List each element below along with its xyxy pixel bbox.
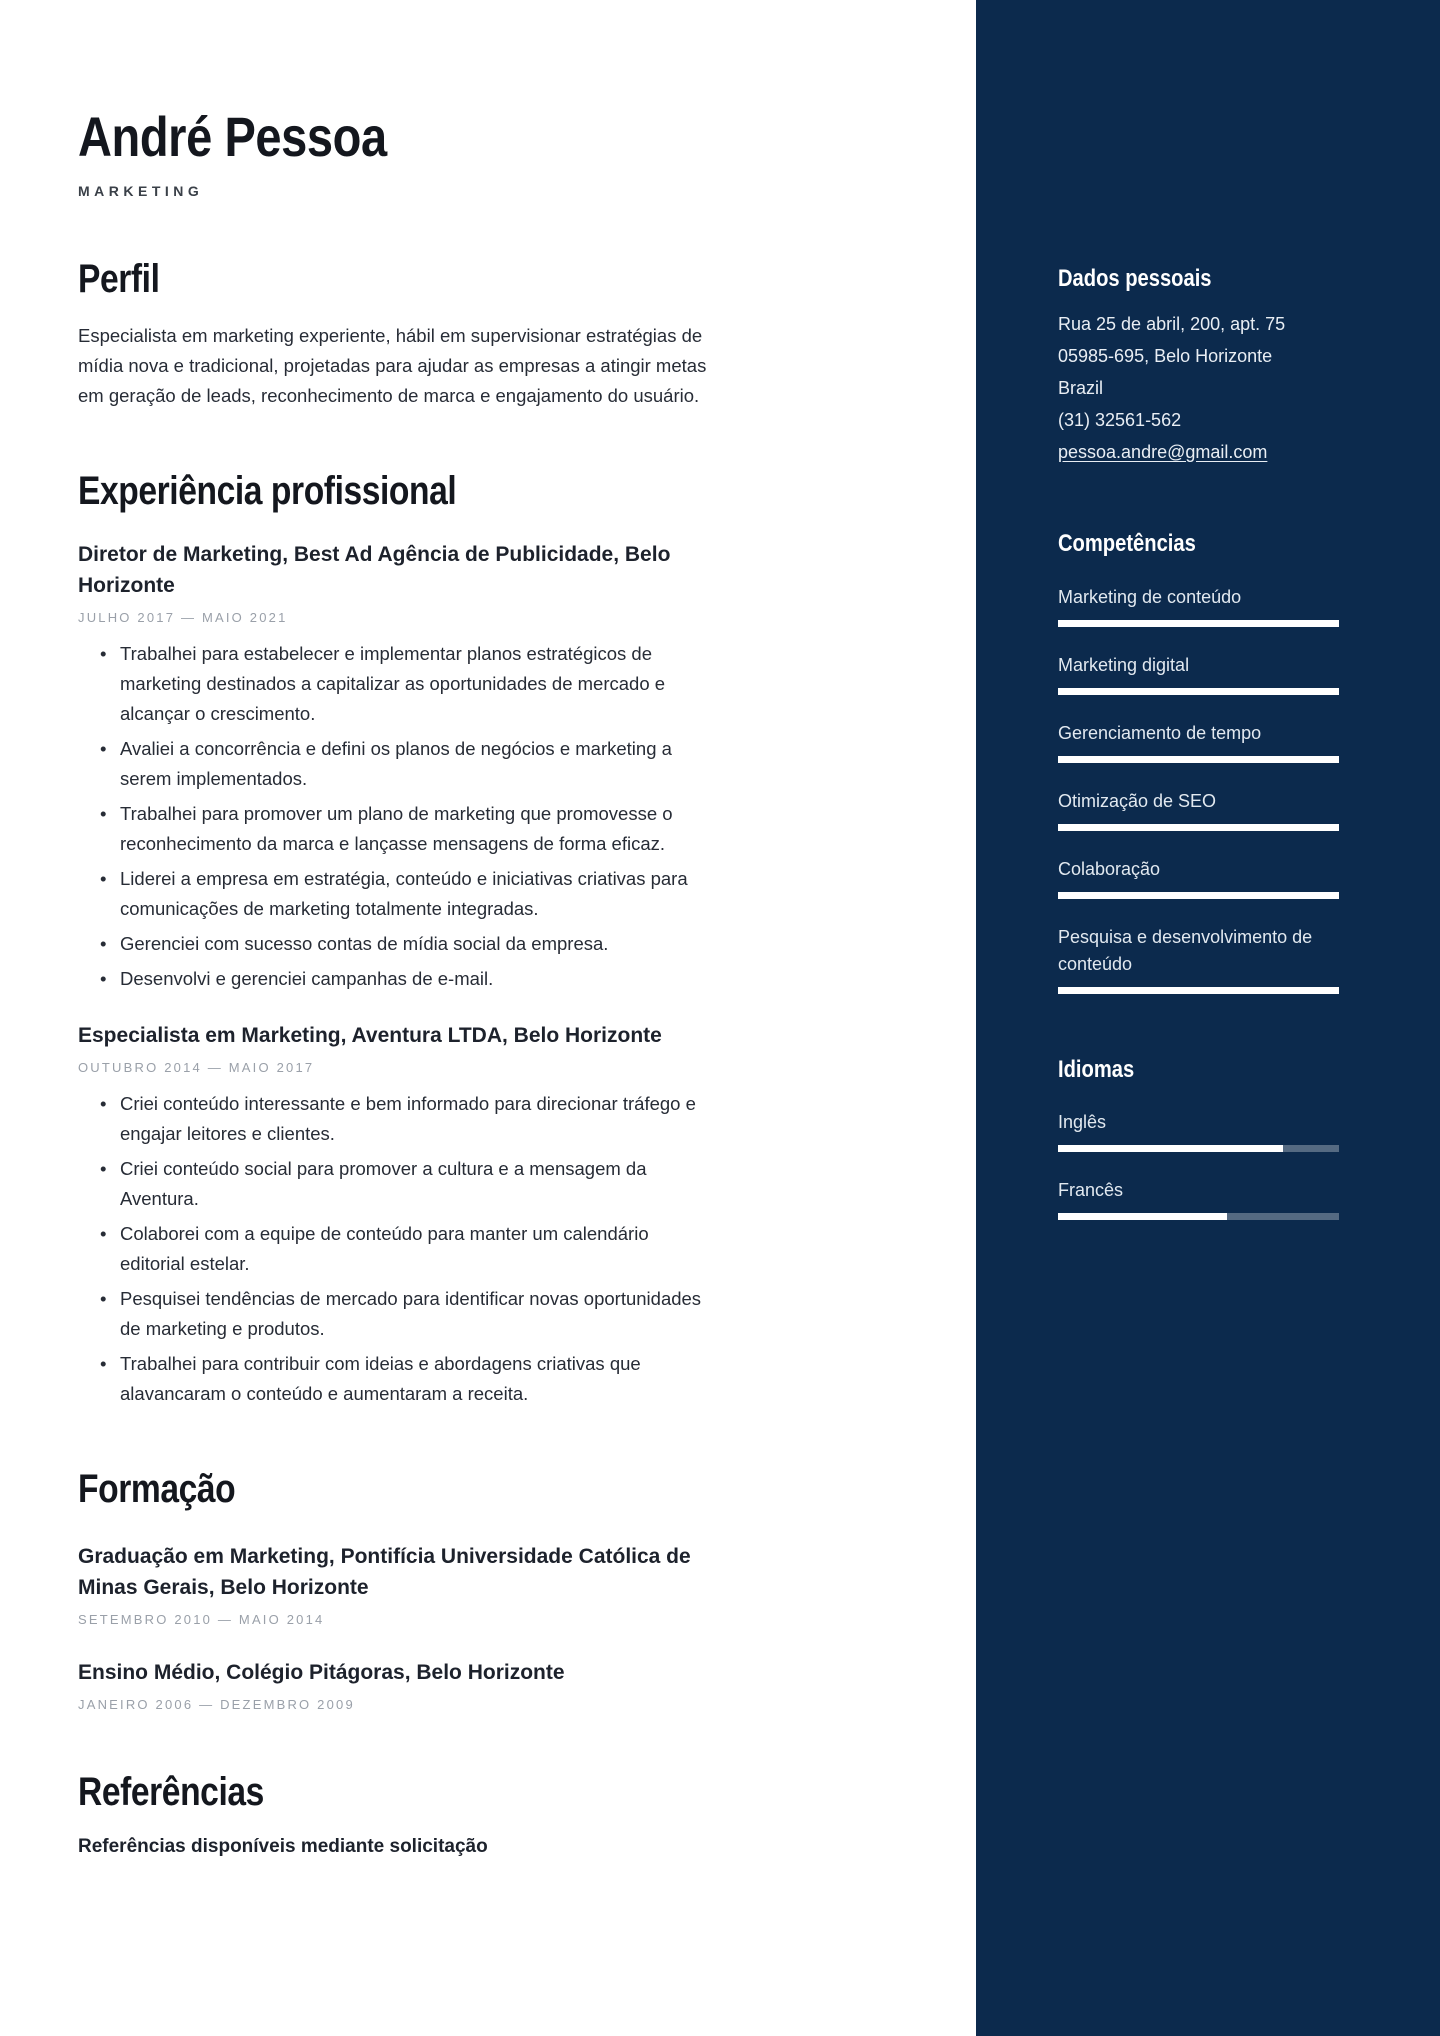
- sidebar-heading-languages: Idiomas: [1058, 1055, 1135, 1083]
- role-label: MARKETING: [78, 182, 204, 199]
- section-heading-education: Formação: [78, 1466, 236, 1511]
- country: Brazil: [1058, 377, 1104, 398]
- job-bullet: • Trabalhei para contribuir com ideias e abordagens criativas que alavancaram o conteúdo e aumentaram a receita.: [78, 1349, 718, 1409]
- education-title: Ensino Médio, Colégio Pitágoras, Belo Horizonte: [78, 1660, 565, 1684]
- job-bullet: • Avaliei a concorrência e defini os planos de negócios e marketing a serem implementados.: [78, 734, 718, 794]
- education-dates: JANEIRO 2006 — DEZEMBRO 2009: [78, 1696, 355, 1712]
- skill-label: Marketing de conteúdo: [1058, 586, 1242, 607]
- skill-bar: [1058, 688, 1339, 695]
- address-line-1: Rua 25 de abril, 200, apt. 75: [1058, 313, 1286, 334]
- references-text: Referências disponíveis mediante solicitação: [78, 1835, 488, 1857]
- sidebar-heading-skills: Competências: [1058, 529, 1196, 557]
- name-text: André Pessoa: [78, 105, 387, 168]
- section-heading-references: Referências: [78, 1769, 264, 1814]
- skill-bar: [1058, 824, 1339, 831]
- skill-bar-fill: [1058, 620, 1339, 627]
- job-dates: JULHO 2017 — MAIO 2021: [78, 609, 288, 625]
- job-bullet: • Pesquisei tendências de mercado para identificar novas oportunidades de marketing e produtos.: [78, 1284, 718, 1344]
- job-entry: [78, 1020, 718, 1409]
- skill-label: Marketing digital: [1058, 654, 1190, 675]
- skill-bar: [1058, 756, 1339, 763]
- skill-bar-fill: [1058, 892, 1339, 899]
- skill-bar: [1058, 620, 1339, 627]
- job-bullet: • Gerenciei com sucesso contas de mídia social da empresa.: [78, 929, 718, 959]
- skill-label: Otimização de SEO: [1058, 790, 1217, 811]
- phone-number: (31) 32561-562: [1058, 409, 1182, 430]
- job-bullet: • Criei conteúdo interessante e bem informado para direcionar tráfego e engajar leitores e clientes.: [78, 1089, 718, 1149]
- skill-bar: [1058, 892, 1339, 899]
- section-heading-profile: Perfil: [78, 256, 160, 301]
- skills-block: [1058, 530, 1339, 994]
- skill-bar: [1058, 987, 1339, 994]
- education-dates: SETEMBRO 2010 — MAIO 2014: [78, 1611, 325, 1627]
- job-bullet: • Criei conteúdo social para promover a cultura e a mensagem da Aventura.: [78, 1154, 718, 1214]
- email-link[interactable]: pessoa.andre@gmail.com: [1058, 441, 1268, 462]
- job-dates: OUTUBRO 2014 — MAIO 2017: [78, 1059, 315, 1075]
- job-bullet: • Liderei a empresa em estratégia, conteúdo e iniciativas criativas para comunicações de marketing totalmente integradas.: [78, 864, 718, 924]
- job-entry: [78, 539, 718, 994]
- sidebar: [976, 0, 1440, 2036]
- skill-bar-fill: [1058, 987, 1339, 994]
- job-title: Diretor de Marketing, Best Ad Agência de Publicidade, Belo Horizonte: [78, 542, 671, 597]
- language-bar: [1058, 1213, 1339, 1220]
- section-heading-experience: Experiência profissional: [78, 468, 457, 513]
- language-bar: [1058, 1145, 1339, 1152]
- job-bullet: • Colaborei com a equipe de conteúdo para manter um calendário editorial estelar.: [78, 1219, 718, 1279]
- skill-label: Pesquisa e desenvolvimento de conteúdo: [1058, 926, 1313, 974]
- job-bullet-list: [78, 639, 718, 994]
- education-entry: [78, 1541, 718, 1627]
- profile-text: Especialista em marketing experiente, hábil em supervisionar estratégias de mídia nova e tradicional, projetadas para ajudar as empresas a atingir metas em geração de leads, reconhecimento de marca e engajamento do usuário.: [78, 324, 707, 406]
- job-bullet-list: [78, 1089, 718, 1409]
- job-bullet: • Trabalhei para estabelecer e implementar planos estratégicos de marketing destinados a capitalizar as oportunidades de mercado e alcançar o crescimento.: [78, 639, 718, 729]
- language-bar-fill: [1058, 1145, 1283, 1152]
- language-label: Francês: [1058, 1180, 1124, 1201]
- skill-bar-fill: [1058, 824, 1339, 831]
- skill-bar-fill: [1058, 756, 1339, 763]
- address-line-2: 05985-695, Belo Horizonte: [1058, 345, 1273, 366]
- skill-item: [1058, 788, 1339, 831]
- job-bullet: • Desenvolvi e gerenciei campanhas de e-mail.: [78, 964, 718, 994]
- skill-label: Colaboração: [1058, 858, 1161, 879]
- education-title: Graduação em Marketing, Pontifícia Universidade Católica de Minas Gerais, Belo Horizonte: [78, 1544, 691, 1599]
- education-entry: [78, 1657, 718, 1712]
- language-item: [1058, 1109, 1339, 1152]
- language-item: [1058, 1177, 1339, 1220]
- job-bullet: • Trabalhei para promover um plano de marketing que promovesse o reconhecimento da marca e lançasse mensagens de forma eficaz.: [78, 799, 718, 859]
- language-label: Inglês: [1058, 1112, 1107, 1133]
- personal-details-block: [1058, 265, 1339, 468]
- skill-item: [1058, 652, 1339, 695]
- sidebar-heading-personal: Dados pessoais: [1058, 265, 1212, 292]
- skill-item: [1058, 856, 1339, 899]
- name-heading: [78, 105, 718, 168]
- languages-block: [1058, 1056, 1339, 1221]
- skill-item: [1058, 720, 1339, 763]
- skill-label: Gerenciamento de tempo: [1058, 722, 1262, 743]
- language-bar-fill: [1058, 1213, 1227, 1220]
- skill-bar-fill: [1058, 688, 1339, 695]
- job-title: Especialista em Marketing, Aventura LTDA, Belo Horizonte: [78, 1023, 662, 1047]
- skill-item: [1058, 924, 1339, 994]
- skill-item: [1058, 584, 1339, 627]
